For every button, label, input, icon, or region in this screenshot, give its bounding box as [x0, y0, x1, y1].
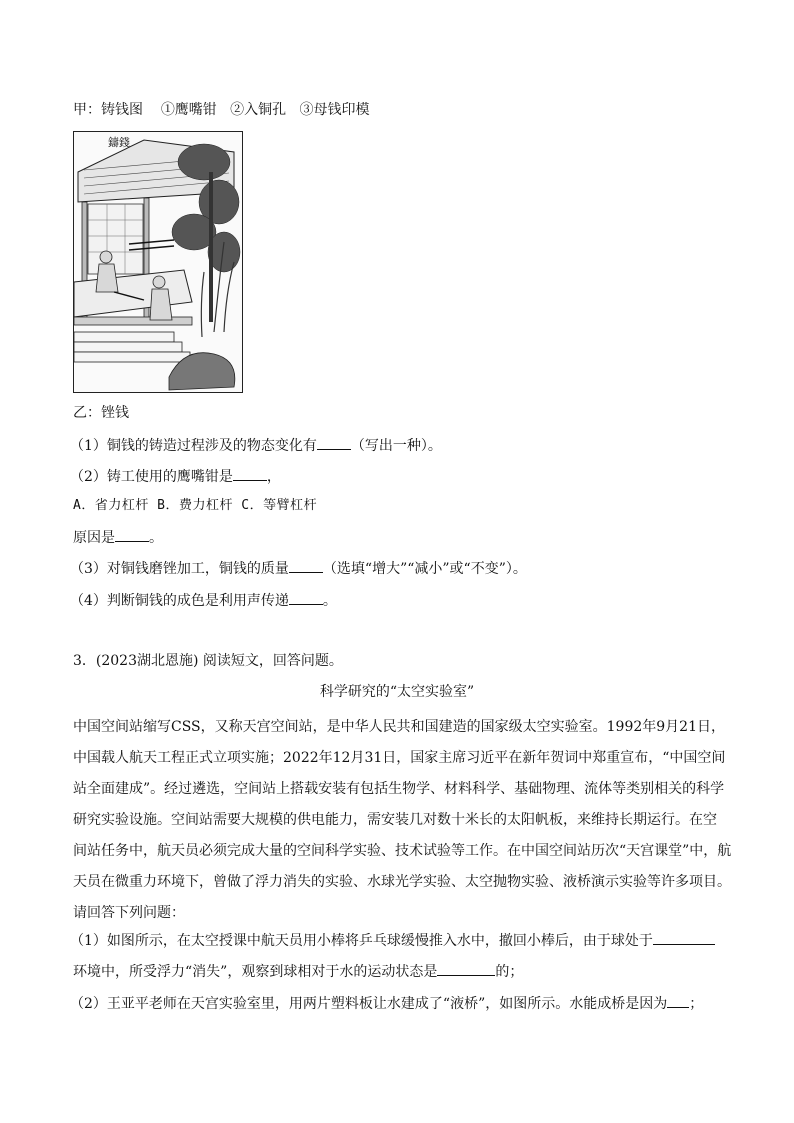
article-row: 请回答下列问题： — [73, 905, 185, 921]
sub-question-1-line-2 — [73, 961, 523, 982]
q1-text: （1）铜钱的铸造过程涉及的物态变化有 — [70, 438, 317, 454]
article-body — [73, 712, 732, 929]
sq1-text: （1）如图所示，在太空授课中航天员用小棒将乒乓球缓慢推入水中，撤回小棒后，由于球处于 — [70, 933, 653, 949]
q3-text: （3）对铜钱磨锉加工，铜钱的质量 — [70, 561, 289, 577]
q3-blank[interactable] — [289, 558, 323, 573]
question-3 — [70, 558, 527, 579]
reason-blank[interactable] — [115, 527, 149, 542]
sq2-text: （2）王亚平老师在天宫实验室里，用两片塑料板让水建成了“液桥”，如图所示。水能成桥是因为 — [70, 996, 668, 1012]
caption-item-2: ②入铜孔 — [230, 102, 287, 118]
article-row: 天员在微重力环境下，曾做了浮力消失的实验、水球光学实验、太空抛物实验、液桥演示实验等许多项目。 — [73, 874, 731, 890]
figure-caption-yi: 乙：锉钱 — [73, 405, 129, 421]
coin-casting-illustration — [73, 131, 243, 393]
q4-blank[interactable] — [289, 590, 323, 605]
caption-item-1: ①鹰嘴钳 — [160, 102, 217, 118]
sq1-blank-2[interactable] — [437, 961, 495, 976]
q4-text: （4）判断铜钱的成色是利用声传递 — [70, 593, 289, 609]
question-2 — [70, 466, 281, 487]
article-row: 研究实验设施。空间站需要大规模的供电能力，需安装几对数十米长的太阳帆板，来维持长期运行。在空 — [73, 812, 717, 828]
q1-blank[interactable] — [317, 435, 351, 450]
question-3-header: 3．(2023湖北恩施) 阅读短文，回答问题。 — [73, 653, 343, 669]
illustration-drawing — [74, 132, 242, 392]
article-row: 站全面建成”。经过遴选，空间站上搭载安装有包括生物学、材料科学、基础物理、流体等类别相关的科学 — [73, 781, 725, 797]
q2-text: （2）铸工使用的鹰嘴钳是 — [70, 469, 233, 485]
q4-suffix: 。 — [322, 593, 337, 609]
caption-prefix: 甲：铸钱图 — [73, 102, 143, 118]
sq2-suffix: ； — [689, 996, 704, 1012]
sub-question-1-line-1 — [70, 930, 715, 951]
sq1-blank-1[interactable] — [653, 930, 715, 945]
q2-suffix: ， — [266, 469, 281, 485]
answer-options: A．省力杠杆 B．费力杠杆 C．等臂杠杆 — [73, 498, 318, 513]
sq2-blank[interactable] — [667, 993, 689, 1008]
reason-suffix: 。 — [149, 530, 163, 546]
article-title: 科学研究的“太空实验室” — [319, 684, 475, 700]
reason-line — [73, 527, 163, 548]
reason-text: 原因是 — [73, 530, 115, 546]
question-4 — [70, 590, 337, 611]
q3-suffix: （选填“增大”“减小”或“不变”）。 — [322, 561, 527, 577]
article-row: 间站任务中，航天员必须完成大量的空间科学实验、技术试验等工作。在中国空间站历次“天宫课堂”中，航 — [73, 843, 732, 859]
figure-caption-jia — [73, 100, 370, 120]
sq1-suffix: 的； — [495, 964, 524, 980]
article-row: 中国载人航天工程正式立项实施；2022年12月31日，国家主席习近平在新年贺词中郑重宣布，“中国空间 — [73, 750, 726, 766]
sq1-text-2: 环境中，所受浮力“消失”，观察到球相对于水的运动状态是 — [73, 964, 438, 980]
sub-question-2 — [70, 993, 703, 1014]
question-1 — [70, 435, 442, 456]
article-row: 中国空间站缩写CSS，又称天宫空间站，是中华人民共和国建造的国家级太空实验室。1992年9月21日， — [73, 719, 725, 735]
q1-suffix: （写出一种）。 — [350, 438, 442, 454]
q2-blank[interactable] — [233, 466, 267, 481]
illustration-label: 鑄錢 — [108, 136, 130, 149]
caption-item-3: ③母钱印模 — [299, 102, 370, 118]
